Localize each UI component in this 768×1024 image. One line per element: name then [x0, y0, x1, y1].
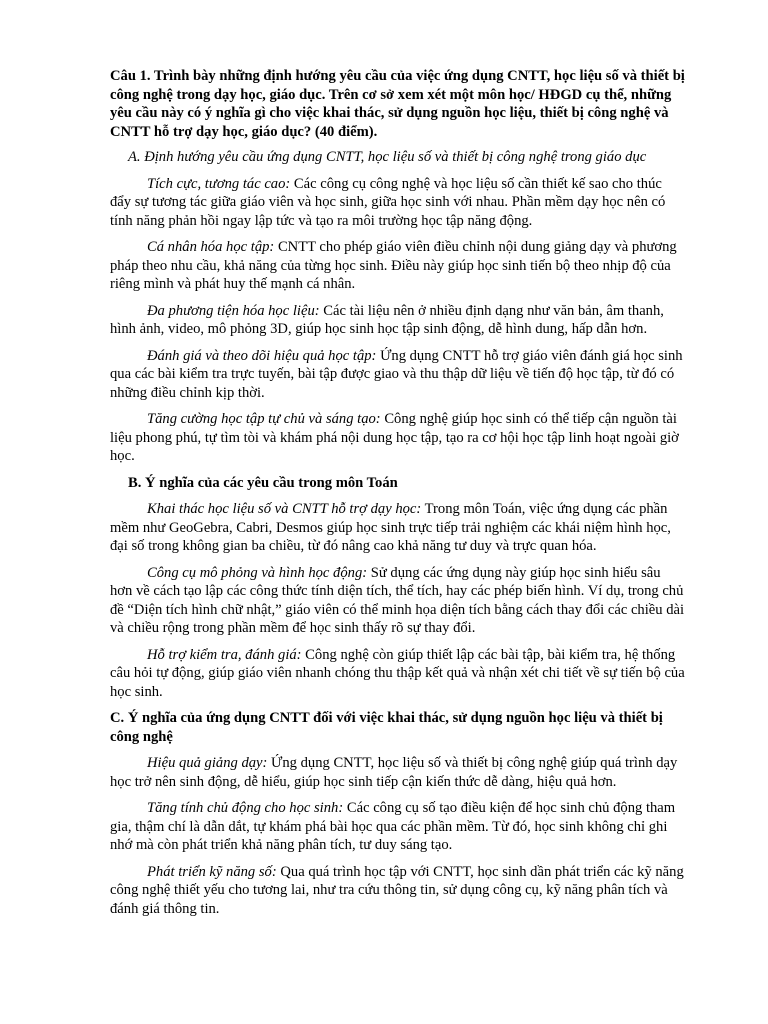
paragraph-text: Công nghệ giúp học sinh có thể tiếp cận nguồn tài liệu phong phú, tự tìm tòi và khám phá nội dung học tập, tạo ra cơ hội học tập linh hoạt ngoài giờ học. — [110, 411, 679, 464]
paragraph-text: Các công cụ số tạo điều kiện để học sinh chủ động tham gia, thậm chí là dẫn dắt, tự khám phá bài học qua các phần mềm. Từ đó, học sinh không chỉ ghi nhớ mà còn phát triển khả năng phân tích, tư duy sáng tạo. — [110, 800, 676, 853]
section-a-heading: A. Định hướng yêu cầu ứng dụng CNTT, học liệu số và thiết bị công nghệ trong giáo dục — [128, 149, 647, 165]
paragraph-text: Ứng dụng CNTT, học liệu số và thiết bị công nghệ giúp quá trình dạy học trở nên sinh động, dễ hiểu, giúp học sinh tiếp cận kiến thức dễ dàng, hiệu quả hơn. — [110, 755, 678, 790]
section-b-paragraph — [110, 500, 686, 556]
paragraph-text: Các tài liệu nên ở nhiều định dạng như văn bản, âm thanh, hình ảnh, video, mô phỏng 3D, giúp học sinh học tập sinh động, dễ hình dung, hấp dẫn hơn. — [110, 302, 664, 337]
section-c-paragraph — [110, 754, 686, 791]
section-a-paragraph — [110, 302, 686, 339]
paragraph-lead: Khai thác học liệu số và CNTT hỗ trợ dạy học: — [147, 501, 422, 517]
paragraph-lead: Cá nhân hóa học tập: — [147, 239, 275, 255]
question-text: Câu 1. Trình bày những định hướng yêu cầu của việc ứng dụng CNTT, học liệu số và thiết bị công nghệ trong dạy học, giáo dục. Trên cơ sở xem xét một môn học/ HĐGD cụ thể, những yêu cầu này có ý nghĩa gì cho việc khai thác, sử dụng nguồn học liệu, thiết bị công nghệ và CNTT hỗ trợ dạy học, giáo dục? (40 điểm). — [110, 68, 685, 140]
paragraph-lead: Công cụ mô phỏng và hình học động: — [147, 564, 368, 581]
section-b-paragraph — [110, 646, 686, 702]
paragraph-lead: Hỗ trợ kiểm tra, đánh giá: — [147, 646, 302, 663]
paragraph-lead: Hiệu quả giảng dạy: — [147, 755, 268, 771]
paragraph-text: Công nghệ còn giúp thiết lập các bài tập, bài kiểm tra, hệ thống câu hỏi tự động, giúp giáo viên nhanh chóng thu thập kết quả và nhận xét chi tiết về sự tiến bộ của học sinh. — [110, 646, 685, 700]
paragraph-lead: Tích cực, tương tác cao: — [147, 175, 291, 192]
section-c-paragraph — [110, 799, 686, 855]
paragraph-lead: Tăng cường học tập tự chủ và sáng tạo: — [147, 411, 381, 427]
section-a-paragraph — [110, 238, 686, 294]
paragraph-text: Qua quá trình học tập với CNTT, học sinh dần phát triển các kỹ năng công nghệ thiết yếu cho tương lai, như tra cứu thông tin, sử dụng công cụ, kỹ năng phân tích và đánh giá thông tin. — [110, 863, 684, 917]
section-b-paragraph — [110, 564, 686, 638]
paragraph-lead: Tăng tính chủ động cho học sinh: — [147, 800, 344, 816]
section-a-paragraph — [110, 410, 686, 466]
section-c-heading: C. Ý nghĩa của ứng dụng CNTT đối với việc khai thác, sử dụng nguồn học liệu và thiết bị công nghệ — [110, 710, 663, 745]
paragraph-lead: Phát triển kỹ năng số: — [147, 863, 277, 880]
paragraph-text: Các công cụ công nghệ và học liệu số cần thiết kế sao cho thúc đẩy sự tương tác giữa giáo viên và học sinh, giữa học sinh với nhau. Phần mềm dạy học nên có tính năng phản hồi ngay lập tức và tạo ra môi trường học tập năng động. — [110, 175, 666, 229]
section-a-paragraph — [110, 175, 686, 231]
paragraph-lead: Đánh giá và theo dõi hiệu quả học tập: — [147, 347, 377, 364]
paragraph-lead: Đa phương tiện hóa học liệu: — [147, 302, 320, 319]
paragraph-text: Trong môn Toán, việc ứng dụng các phần mềm như GeoGebra, Cabri, Desmos giúp học sinh trực tiếp trải nghiệm các khái niệm hình học, đại số trong không gian ba chiều, từ đó nâng cao khả năng tư duy và trực quan hóa. — [110, 501, 671, 554]
paragraph-text: CNTT cho phép giáo viên điều chỉnh nội dung giảng dạy và phương pháp theo nhu cầu, khả năng của từng học sinh. Điều này giúp học sinh tiến bộ theo nhịp độ của riêng mình và phát huy thế mạnh cá nhân. — [110, 239, 677, 292]
section-a-paragraph — [110, 347, 686, 403]
section-b-heading: B. Ý nghĩa của các yêu cầu trong môn Toán — [128, 474, 398, 491]
section-c-paragraph — [110, 863, 686, 919]
paragraph-text: Ứng dụng CNTT hỗ trợ giáo viên đánh giá học sinh qua các bài kiểm tra trực tuyến, bài tập được giao và thu thập dữ liệu về tiến độ học tập, từ đó có những điều chỉnh kịp thời. — [110, 347, 683, 401]
paragraph-text: Sử dụng các ứng dụng này giúp học sinh hiểu sâu hơn về cách tạo lập các công thức tính diện tích, thể tích, hay các phép biến hình. Ví dụ, trong chủ đề “Diện tích hình chữ nhật,” giáo viên có thể minh họa diện tích bằng cách thay đổi các chiều dài và chiều rộng trong phần mềm để học sinh thấy rõ sự thay đổi. — [110, 564, 685, 636]
